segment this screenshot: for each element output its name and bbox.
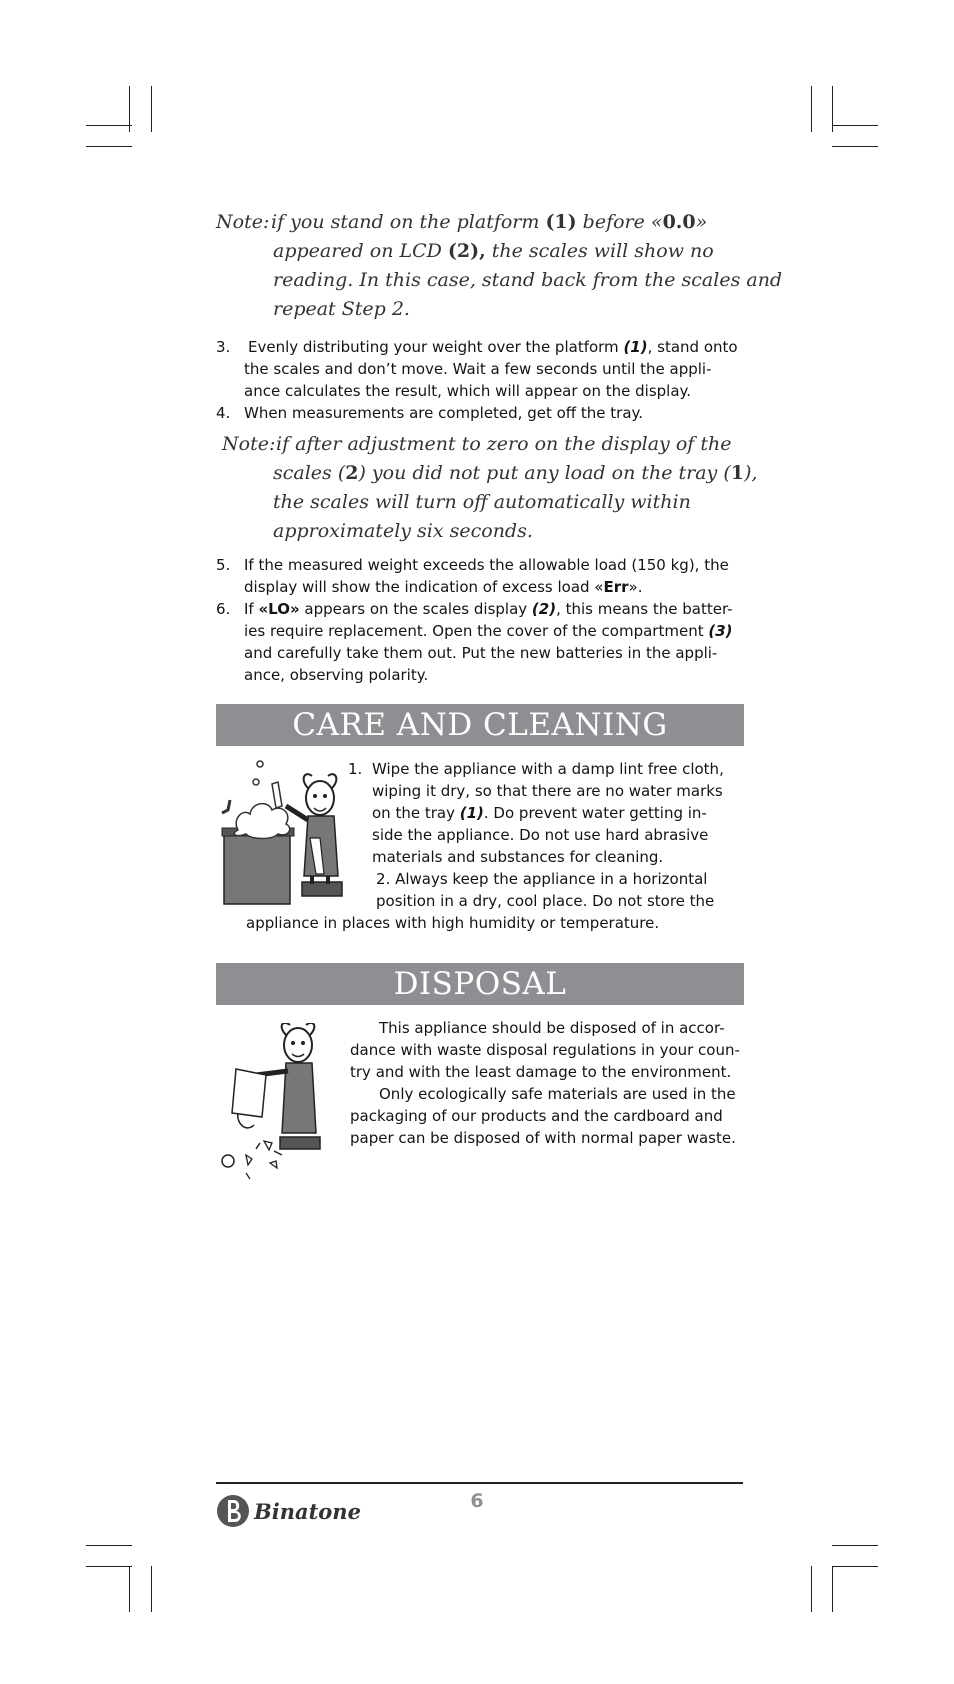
step-text: Evenly distributing your weight over the platform bbox=[248, 338, 624, 356]
note-text: reading. In this case, stand back from the scales and bbox=[273, 269, 783, 291]
care-line: Wipe the appliance with a damp lint free cloth, bbox=[372, 760, 724, 778]
care-line: position in a dry, cool place. Do not store the bbox=[376, 892, 715, 910]
crop-mark bbox=[832, 1545, 878, 1546]
step-number: 3. bbox=[216, 338, 231, 356]
crop-mark bbox=[832, 125, 878, 126]
note-text: scales ( bbox=[273, 462, 346, 484]
care-line: 2. Always keep the appliance in a horizontal bbox=[376, 870, 708, 888]
crop-mark bbox=[151, 1566, 152, 1612]
crop-mark bbox=[811, 1566, 812, 1612]
note-text: if after adjustment to zero on the display of the bbox=[276, 433, 732, 455]
care-section bbox=[216, 758, 744, 956]
step-line: If the measured weight exceeds the allowable load (150 kg), the bbox=[244, 556, 729, 574]
disposal-line: packaging of our products and the cardboard and bbox=[350, 1107, 723, 1125]
step-text: If bbox=[244, 600, 259, 618]
step-line bbox=[244, 620, 744, 642]
care-line: appliance in places with high humidity or temperature. bbox=[246, 914, 660, 932]
note-text: the scales will show no bbox=[485, 240, 714, 262]
care-text: on the tray bbox=[372, 804, 460, 822]
disposal-line: paper can be disposed of with normal paper waste. bbox=[350, 1129, 736, 1147]
step-text: display will show the indication of excess load « bbox=[244, 578, 604, 596]
note-text: repeat Step 2. bbox=[273, 298, 410, 320]
crop-mark bbox=[86, 1545, 132, 1546]
care-ref: (1) bbox=[459, 804, 484, 822]
note-text: before « bbox=[576, 211, 663, 233]
step-text: appears on the scales display bbox=[299, 600, 532, 618]
footer-rule bbox=[216, 1482, 743, 1484]
disposal-illustration bbox=[216, 1023, 340, 1183]
note-line bbox=[222, 430, 744, 459]
care-item-1-text bbox=[346, 758, 744, 868]
low-battery-code: «LO» bbox=[258, 600, 300, 618]
section-heading-disposal: DISPOSAL bbox=[216, 963, 744, 1005]
crop-mark bbox=[832, 1566, 878, 1567]
care-item-2 bbox=[216, 868, 744, 934]
page-number: 6 bbox=[470, 1490, 484, 1512]
note-text: approximately six seconds. bbox=[273, 520, 533, 542]
brand-logo bbox=[216, 1494, 361, 1528]
section-heading-care: CARE AND CLEANING bbox=[216, 704, 744, 746]
step-text: , stand onto bbox=[647, 338, 738, 356]
note-ref: (2), bbox=[447, 240, 486, 262]
step-line: ance calculates the result, which will appear on the display. bbox=[244, 382, 692, 400]
note-line bbox=[216, 266, 783, 295]
disposal-line: try and with the least damage to the environment. bbox=[350, 1063, 732, 1081]
care-text: . Do prevent water getting in- bbox=[483, 804, 707, 822]
care-line: materials and substances for cleaning. bbox=[372, 848, 664, 866]
crop-mark bbox=[832, 146, 878, 147]
error-code: Err bbox=[603, 578, 629, 596]
step-5 bbox=[216, 554, 744, 598]
step-text: ies require replacement. Open the cover of the compartment bbox=[244, 622, 709, 640]
note-ref: (1) bbox=[545, 211, 577, 233]
note-text: ) you did not put any load on the tray ( bbox=[358, 462, 731, 484]
disposal-text bbox=[350, 1017, 744, 1149]
crop-mark bbox=[86, 1566, 132, 1567]
page-content bbox=[216, 208, 783, 1187]
care-line: side the appliance. Do not use hard abrasive bbox=[372, 826, 709, 844]
note-ref: 1 bbox=[730, 462, 744, 484]
step-number: 6. bbox=[216, 600, 231, 618]
crop-mark bbox=[86, 125, 132, 126]
step-6 bbox=[216, 598, 744, 686]
step-text: , this means the batter- bbox=[556, 600, 733, 618]
note-label: Note: bbox=[222, 433, 276, 455]
step-ref: (3) bbox=[708, 622, 733, 640]
note-stand-before-zero bbox=[216, 208, 783, 324]
step-text: ». bbox=[628, 578, 643, 596]
note-line bbox=[222, 459, 758, 488]
step-line bbox=[244, 598, 744, 620]
note-line bbox=[216, 208, 744, 237]
note-text: appeared on LCD bbox=[273, 240, 448, 262]
note-auto-off bbox=[216, 430, 758, 546]
note-line bbox=[216, 237, 744, 266]
step-line: the scales and don’t move. Wait a few seconds until the appli- bbox=[244, 360, 712, 378]
step-line: ance, observing polarity. bbox=[244, 666, 429, 684]
step-text: When measurements are completed, get off the tray. bbox=[244, 404, 644, 422]
note-line bbox=[222, 488, 744, 517]
step-line bbox=[244, 576, 744, 598]
note-label: Note: bbox=[216, 211, 270, 233]
step-4 bbox=[216, 402, 744, 424]
note-line bbox=[216, 295, 744, 324]
crop-mark bbox=[129, 1566, 130, 1612]
care-item-number: 1. bbox=[348, 760, 363, 778]
brand-name: Binatone bbox=[254, 1498, 361, 1524]
crop-mark bbox=[811, 86, 812, 132]
step-number: 5. bbox=[216, 556, 231, 574]
step-ref: (2) bbox=[531, 600, 557, 618]
disposal-line: Only ecologically safe materials are used in the bbox=[379, 1085, 736, 1103]
note-line bbox=[222, 517, 744, 546]
disposal-line: This appliance should be disposed of in accor- bbox=[379, 1019, 725, 1037]
note-text: if you stand on the platform bbox=[271, 211, 546, 233]
care-line bbox=[372, 802, 744, 824]
lcd-value: 0.0 bbox=[662, 211, 696, 233]
care-item-1 bbox=[346, 758, 744, 868]
step-line bbox=[248, 336, 744, 358]
step-3 bbox=[216, 336, 744, 402]
step-line: and carefully take them out. Put the new batteries in the appli- bbox=[244, 644, 718, 662]
note-text: the scales will turn off automatically within bbox=[273, 491, 691, 513]
note-ref: 2 bbox=[345, 462, 359, 484]
step-ref: (1) bbox=[623, 338, 648, 356]
binatone-logo-icon bbox=[216, 1494, 250, 1528]
crop-mark bbox=[151, 86, 152, 132]
crop-mark bbox=[832, 1566, 833, 1612]
crop-mark bbox=[86, 146, 132, 147]
disposal-line: dance with waste disposal regulations in your coun- bbox=[350, 1041, 740, 1059]
disposal-section bbox=[216, 1017, 744, 1187]
care-line: wiping it dry, so that there are no water marks bbox=[372, 782, 723, 800]
step-number: 4. bbox=[216, 404, 231, 422]
note-text: » bbox=[695, 211, 708, 233]
note-text: ), bbox=[743, 462, 758, 484]
